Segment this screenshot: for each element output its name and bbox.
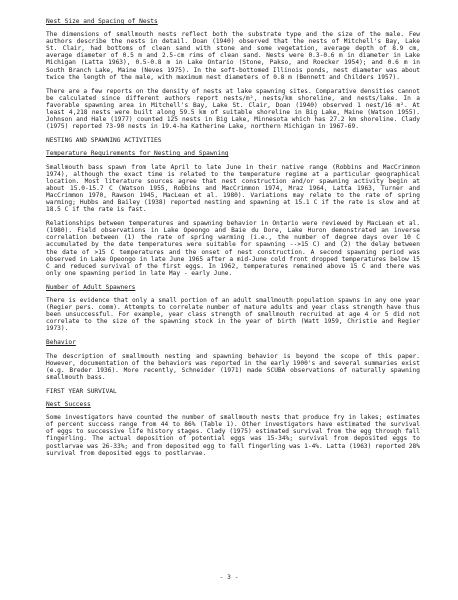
section-heading-first-year-survival: FIRST YEAR SURVIVAL xyxy=(46,387,117,395)
section-heading-adult-spawners: Number of Adult Spawners xyxy=(46,283,136,291)
page-number: - 3 - xyxy=(219,574,239,581)
paragraph-spawning-timing: Smallmouth bass spawn from late April to late June in their native range (Robbins and MacCrimmon 1974), although the exact time is related to the temperature regime at a particular geographical location. Most literature sources agree that nest construction and/or spawning activity begin at about 15.0-15.7 C (Watson 1955, Robbins and MacCrimmon 1974, Mraz 1964, Latta 1963, Turner and MacCrimmon 1970, Rawson 1945, MacLean et al. 1980). Variations may relate to the rate of spring warming; Hubbs and Bailey (1938) reported nesting and spawning at 15.1 C if the rate is slow and at 18.5 C if the rate is fast. xyxy=(46,163,420,214)
page-content xyxy=(46,18,420,464)
section-heading-temperature: Temperature Requirements for Nesting and Spawning xyxy=(46,150,229,158)
paragraph-nest-success: Some investigators have counted the number of smallmouth nests that produce fry in lakes; estimates of percent success range from 44 to 86% (Table 1). Other investigators have estimated the survival of eggs to successive life history stages. Clady (1975) estimated survival from the egg through fall fingerling. The actual deposition of potential eggs was 15-34%; survival from deposited eggs to postlarvae was 26-33%; and from deposited egg to fall fingerling was 1-4%. Latta (1963) reported 28% survival from deposited eggs to postlarvae. xyxy=(46,414,420,457)
paragraph-nest-density: There are a few reports on the density of nests at lake spawning sites. Comparative densities cannot be calculated since different authors report nests/m², nests/km shoreline, and nests/lake. In a favorable spawning area in Mitchell's Bay, Lake St. Clair, Doan (1940) observed 1 nest/16 m². At least 4,218 nests were built along 59.5 km of suitable shoreline in Big Lake, Maine (Watson 1955). Johnson and Hale (1977) counted 125 nests in Big Lake, Minnesota which has 27.2 km shoreline. Clady (1975) reported 73-90 nests in 19.4-ha Katherine Lake, northern Michigan in 1967-69. xyxy=(46,87,420,131)
section-heading-nesting-spawning: NESTING AND SPAWNING ACTIVITIES xyxy=(46,137,162,145)
section-heading-nest-success: Nest Success xyxy=(46,401,91,409)
paragraph-adult-spawners: There is evidence that only a small portion of an adult smallmouth population spawns in any one year (Regier pers. comm). Attempts to correlate number of mature adults and year class strength have thus been unsuccessful. For example, year class strength of smallmouth recruited at age 4 or 5 did not correlate to the size of the spawning stock in the year of birth (Watt 1959, Christie and Regier 1973). xyxy=(46,297,420,333)
section-heading-behavior: Behavior xyxy=(46,339,76,347)
paragraph-ontario-temperatures: Relationships between temperatures and spawning behavior in Ontario were reviewed by MacLean et al. (1980). Field observations in Lake Opeongo and Baie du Dore, Lake Huron demonstrated an inverse correlation between (1) the rate of spring warming (i.e., the number of degree days over 10 C accumulated by the date temperatures were suitable for spawning -->15 C) and (2) the delay between the date of >15 C temperatures and the onset of nest construction. A second spawning period was observed in Lake Opeongo in late June 1965 after a mid-June cold front dropped temperatures below 15 C and reduced survival of the first eggs. In 1962, temperatures remained above 15 C and there was only one spawning period in late May - early June. xyxy=(46,220,420,277)
paragraph-nest-dimensions: The dimensions of smallmouth nests reflect both the substrate type and the size of the male. Few authors describe the nests in detail. Doan (1940) observed that the nests of Mitchell's Bay, Lake St. Clair, had bottoms of clean sand with stone and some vegetation, average depth of 8.9 cm, average diameter of 0.5 m and 2.5-cm rims of clean sand. Nests were 0.3-0.6 m in diameter in Lake Michigan (Latta 1963), 0.5-0.8 m in Lake Ontario (Stone, Pakso, and Roecker 1954); and 0.6 m in South Branch Lake, Maine (Neves 1975). In the soft-bottomed Illinois ponds, nest diameter was about twice the length of the male, with maximum nest diameters of 0.8 m (Bennett and Childers 1957). xyxy=(46,31,420,81)
section-heading-nest-size: Nest Size and Spacing of Nests xyxy=(46,18,158,25)
paragraph-behavior: The description of smallmouth nesting and spawning behavior is beyond the scope of this paper. However, documentation of the behaviors was reported in the early 1900's and several summaries exist (e.g. Breder 1936). More recently, Schneider (1971) made SCUBA observations of naturally spawning smallmouth bass. xyxy=(46,352,420,381)
